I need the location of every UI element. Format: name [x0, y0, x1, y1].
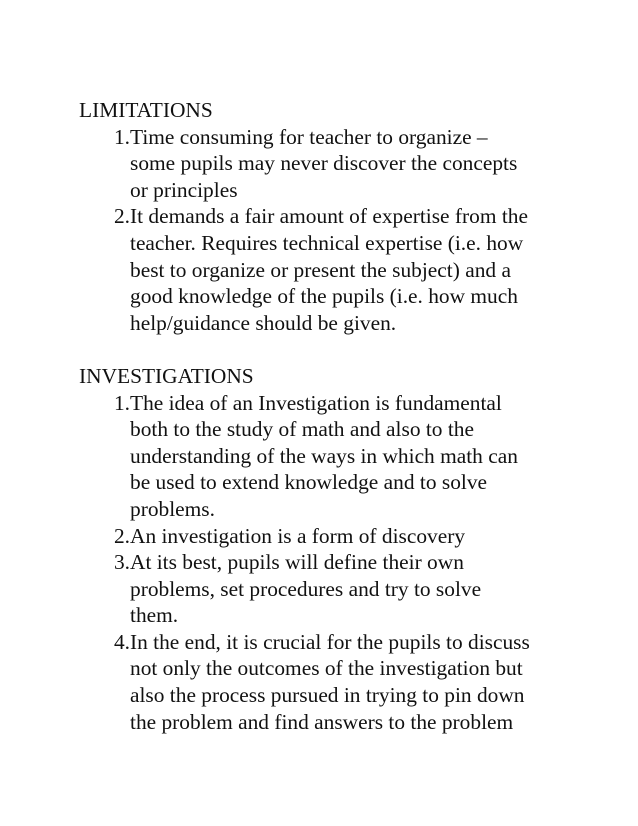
text-line: both to the study of math and also to the: [130, 417, 474, 442]
list-item-number: 1.: [113, 124, 130, 149]
list-item: [79, 629, 579, 735]
text-line: good knowledge of the pupils (i.e. how much: [130, 284, 518, 309]
list-item: [79, 549, 579, 629]
list-item-text: [130, 549, 579, 629]
text-line: some pupils may never discover the concepts: [130, 151, 518, 176]
text-line: help/guidance should be given.: [130, 310, 397, 335]
list-item-number: 2.: [113, 204, 130, 229]
text-line: It demands a fair amount of expertise from the: [130, 204, 528, 229]
text-line: also the process pursued in trying to pin down: [130, 683, 525, 708]
list-item: [79, 523, 579, 550]
text-line: understanding of the ways in which math can: [130, 443, 518, 468]
text-line: or principles: [130, 177, 238, 202]
text-line: problems.: [130, 496, 215, 521]
list-item-number: 2.: [113, 523, 130, 548]
text-line: An investigation is a form of discovery: [130, 523, 466, 548]
list-item: [79, 390, 579, 523]
text-line: the problem and find answers to the problem: [130, 709, 514, 734]
list-item-text: [130, 203, 579, 336]
text-line: In the end, it is crucial for the pupils to discuss: [130, 629, 530, 654]
list-item-text: [130, 390, 579, 523]
list-item-number: 1.: [113, 390, 130, 415]
text-line: At its best, pupils will define their own: [130, 550, 464, 575]
text-line: teacher. Requires technical expertise (i.e. how: [130, 230, 524, 255]
list-item-number: 4.: [113, 629, 130, 654]
section-heading-investigations: INVESTIGATIONS: [79, 363, 254, 388]
text-line: them.: [130, 603, 179, 628]
list-item-text: [130, 523, 579, 550]
document-content: [79, 97, 579, 735]
list-item-text: [130, 124, 579, 204]
list-item-number: 3.: [113, 550, 130, 575]
list-item: [79, 203, 579, 336]
text-line: not only the outcomes of the investigation but: [130, 656, 523, 681]
investigations-list: [79, 390, 579, 736]
text-line: Time consuming for teacher to organize –: [130, 124, 488, 149]
text-line: The idea of an Investigation is fundamental: [130, 390, 502, 415]
section-limitations: [79, 97, 579, 336]
text-line: problems, set procedures and try to solve: [130, 576, 482, 601]
section-heading-limitations: LIMITATIONS: [79, 98, 213, 122]
list-item: [79, 124, 579, 204]
text-line: best to organize or present the subject) and a: [130, 257, 511, 282]
limitations-list: [79, 124, 579, 337]
list-item-text: [130, 629, 579, 735]
section-investigations: [79, 363, 579, 735]
text-line: be used to extend knowledge and to solve: [130, 470, 488, 495]
section-spacer: [79, 336, 579, 363]
